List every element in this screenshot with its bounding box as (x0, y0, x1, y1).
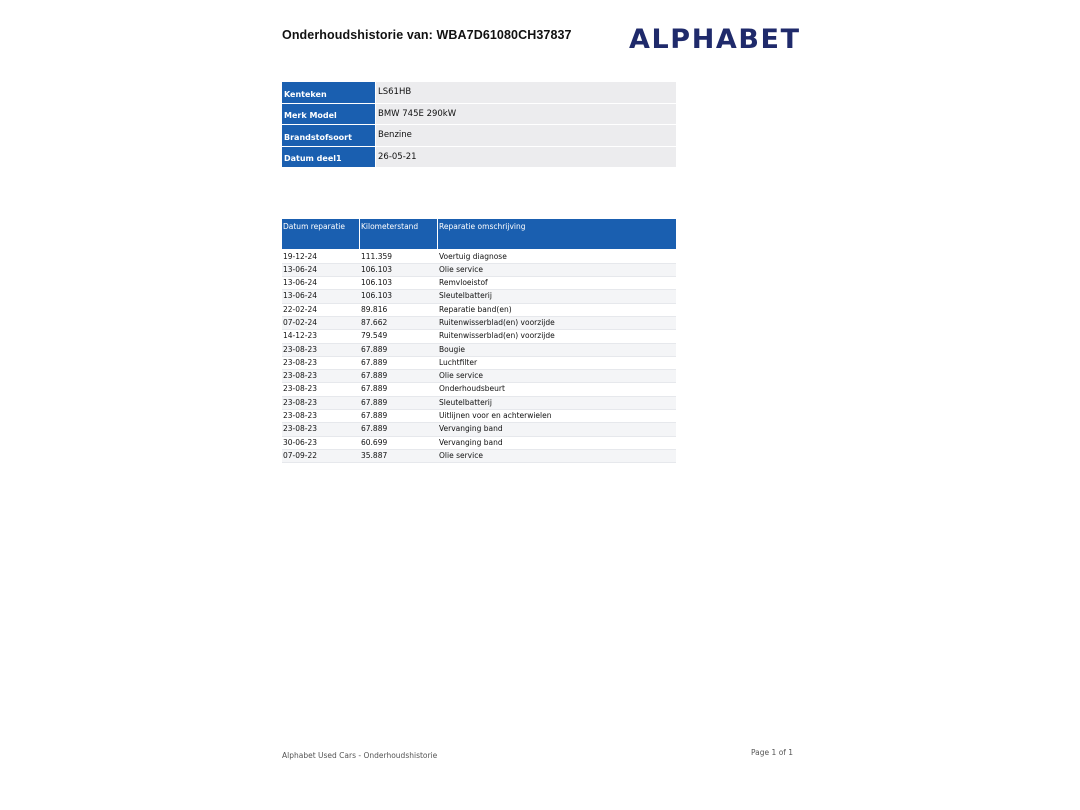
table-row (282, 383, 676, 396)
vehicle-info-label: Datum deel1 (282, 146, 376, 168)
repair-history-table (282, 219, 676, 463)
footer-page-number: Page 1 of 1 (751, 748, 794, 757)
mileage-cell: 67.889 (361, 371, 388, 381)
vehicle-info-row (282, 146, 676, 168)
repair-date-cell: 23-08-23 (283, 424, 318, 434)
repair-description-cell: Ruitenwisserblad(en) voorzijde (439, 317, 555, 327)
repair-date-cell: 23-08-23 (283, 371, 318, 381)
history-header-row (282, 219, 676, 249)
table-row (282, 370, 676, 383)
history-body (282, 251, 676, 464)
column-header-mileage: Kilometerstand (360, 219, 438, 249)
mileage-cell: 67.889 (361, 411, 388, 421)
mileage-cell: 106.103 (361, 278, 393, 288)
repair-date-cell: 13-06-24 (283, 264, 318, 274)
vehicle-info-label: Kenteken (282, 82, 376, 103)
repair-date-cell: 22-02-24 (283, 304, 318, 314)
mileage-cell: 35.887 (361, 450, 388, 460)
repair-description-cell: Vervanging band (439, 424, 503, 434)
mileage-cell: 60.699 (361, 437, 388, 447)
table-row (282, 251, 676, 264)
repair-description-cell: Olie service (439, 371, 483, 381)
vehicle-info-value: 26-05-21 (376, 146, 677, 168)
mileage-cell: 67.889 (361, 384, 388, 394)
table-row (282, 450, 676, 463)
repair-description-cell: Ruitenwisserblad(en) voorzijde (439, 331, 555, 341)
table-row (282, 410, 676, 423)
vehicle-info-row (282, 82, 676, 103)
vehicle-info-value: LS61HB (376, 82, 677, 103)
repair-description-cell: Olie service (439, 450, 483, 460)
mileage-cell: 67.889 (361, 424, 388, 434)
mileage-cell: 111.359 (361, 251, 393, 261)
table-row (282, 317, 676, 330)
repair-date-cell: 23-08-23 (283, 397, 318, 407)
table-row (282, 397, 676, 410)
repair-description-cell: Vervanging band (439, 437, 503, 447)
table-row (282, 344, 676, 357)
repair-description-cell: Voertuig diagnose (439, 251, 507, 261)
vehicle-info-value: BMW 745E 290kW (376, 103, 677, 125)
vehicle-info-value: Benzine (376, 125, 677, 147)
repair-date-cell: 23-08-23 (283, 344, 318, 354)
repair-description-cell: Bougie (439, 344, 465, 354)
table-row (282, 437, 676, 450)
mileage-cell: 67.889 (361, 357, 388, 367)
repair-date-cell: 07-09-22 (283, 450, 318, 460)
mileage-cell: 67.889 (361, 344, 388, 354)
table-row (282, 423, 676, 436)
repair-date-cell: 13-06-24 (283, 278, 318, 288)
table-row (282, 330, 676, 343)
repair-date-cell: 23-08-23 (283, 411, 318, 421)
vehicle-info-row (282, 125, 676, 147)
mileage-cell: 67.889 (361, 397, 388, 407)
vehicle-info-label: Merk Model (282, 103, 376, 125)
repair-description-cell: Onderhoudsbeurt (439, 384, 505, 394)
vehicle-info-label: Brandstofsoort (282, 125, 376, 147)
repair-date-cell: 14-12-23 (283, 331, 318, 341)
repair-description-cell: Olie service (439, 264, 483, 274)
repair-description-cell: Luchtfilter (439, 357, 478, 367)
vehicle-info-row (282, 103, 676, 125)
table-row (282, 357, 676, 370)
table-row (282, 290, 676, 303)
repair-date-cell: 23-08-23 (283, 384, 318, 394)
column-header-date: Datum reparatie (282, 219, 360, 249)
repair-date-cell: 30-06-23 (283, 437, 318, 447)
repair-date-cell: 07-02-24 (283, 317, 318, 327)
repair-description-cell: Sleutelbatterij (439, 291, 492, 301)
mileage-cell: 89.816 (361, 304, 388, 314)
column-header-description: Reparatie omschrijving (439, 222, 526, 231)
repair-date-cell: 13-06-24 (283, 291, 318, 301)
mileage-cell: 87.662 (361, 317, 388, 327)
table-row (282, 304, 676, 317)
repair-description-cell: Remvloeistof (439, 278, 488, 288)
repair-description-cell: Sleutelbatterij (439, 397, 492, 407)
alphabet-logo: ALPHABET (629, 24, 801, 55)
mileage-cell: 79.549 (361, 331, 388, 341)
repair-date-cell: 19-12-24 (283, 251, 318, 261)
mileage-cell: 106.103 (361, 291, 393, 301)
vehicle-info-table (282, 82, 676, 168)
footer-document-name: Alphabet Used Cars - Onderhoudshistorie (282, 751, 438, 760)
mileage-cell: 106.103 (361, 264, 393, 274)
repair-date-cell: 23-08-23 (283, 357, 318, 367)
repair-description-cell: Reparatie band(en) (439, 304, 512, 314)
table-row (282, 264, 676, 277)
table-row (282, 277, 676, 290)
page-title: Onderhoudshistorie van: WBA7D61080CH37837 (282, 28, 572, 42)
repair-description-cell: Uitlijnen voor en achterwielen (439, 411, 552, 421)
